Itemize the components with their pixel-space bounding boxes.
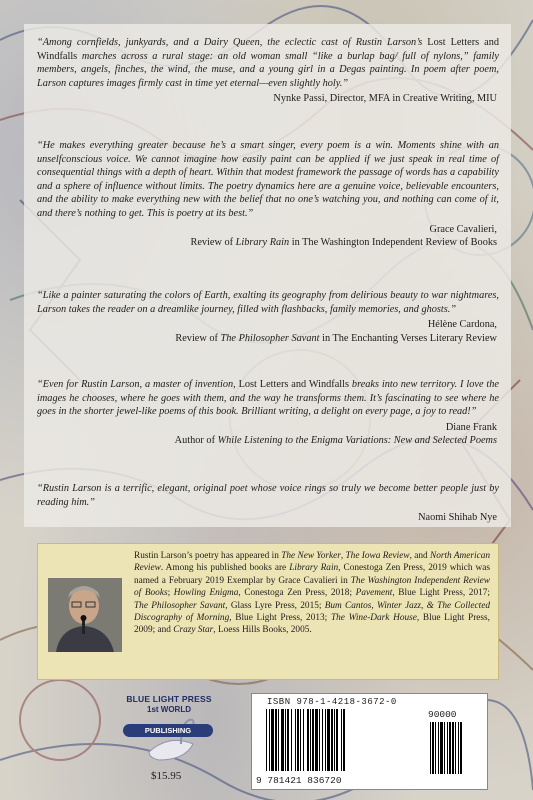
- blurb-5: [37, 482, 499, 525]
- blurb-quote: [37, 36, 499, 90]
- bio-text: Rustin Larson’s poetry has appeared in: [134, 551, 282, 561]
- barcode-bar: [303, 709, 304, 771]
- barcode-bar: [325, 709, 326, 771]
- reviewer-name: Naomi Shihab Nye: [418, 512, 497, 524]
- blurb-quote: [37, 378, 499, 419]
- blurb-attribution: [37, 223, 499, 250]
- barcode-bar: [322, 709, 323, 771]
- quote-text: marches across a rural stage: an old woman small “like a burlap bag/ full of nylons,” family members, angels, finches, the wind, the muse, and a young girl in a Degas painting. In poem after poem, Larson captures images firmly cast in time yet eternal—even slightly holy.”: [37, 50, 499, 89]
- barcode-addon-bar: [455, 722, 456, 774]
- book-title: Pavement: [355, 588, 393, 599]
- quote-text: “Even for Rustin Larson, a master of invention,: [37, 379, 239, 390]
- publication-title: North American Review: [134, 551, 491, 574]
- barcode-bar: [300, 709, 301, 771]
- barcode-bar: [271, 709, 274, 771]
- barcode-bar: [278, 709, 279, 771]
- book-title: Bum Cantos, Winter Jazz, & The Collected Discography of Morning: [134, 600, 490, 624]
- source-text: in The Enchanting Verses Literary Review: [319, 332, 497, 344]
- reviewer-name: Grace Cavalieri,: [429, 223, 497, 235]
- barcode-bar: [343, 709, 345, 771]
- review-source: [37, 332, 499, 346]
- publisher-badge: PUBLISHING: [123, 724, 213, 737]
- bio-text: , Blue Light Press, 2009; and: [134, 613, 490, 636]
- publisher-name: BLUE LIGHT PRESS: [126, 694, 212, 704]
- author-photo: [48, 578, 122, 652]
- barcode-bar: [287, 709, 289, 771]
- book-title: Library Rain: [235, 237, 290, 249]
- barcode-bar: [310, 709, 311, 771]
- blurb-quote: [37, 482, 499, 509]
- barcode-addon-bar: [440, 722, 443, 774]
- blurb-quote: [37, 289, 499, 316]
- blurb-attribution: [37, 421, 499, 448]
- review-source: [37, 236, 499, 250]
- barcode-addon-bar: [452, 722, 454, 774]
- bio-text: . Among his published books are: [160, 563, 290, 574]
- book-title: Library Rain: [289, 563, 339, 574]
- book-title: The Philosopher Savant: [134, 600, 226, 611]
- barcode-bar: [315, 709, 318, 771]
- book-title: Lost Letters and Windfalls: [238, 379, 350, 390]
- publication-title: The Washington Independent Review of Books: [134, 575, 490, 599]
- review-source: [37, 434, 499, 448]
- price-label: $15.95: [151, 770, 182, 782]
- book-title: The Philosopher Savant: [220, 332, 320, 344]
- blurb-attribution: [37, 511, 499, 525]
- quote-text: “Like a painter saturating the colors of Earth, exalting its geography from delirious beauty to war nightmares, Larson takes the reader on a dreamlike journey, filled with flashbacks, family memories, and ghosts.”: [37, 290, 499, 315]
- barcode-bar: [327, 709, 330, 771]
- reviewer-name: Hélène Cardona,: [427, 319, 497, 331]
- barcode-bar: [285, 709, 286, 771]
- barcode-bar: [269, 709, 270, 771]
- book-title: While Listening to the Enigma Variations: New and Selected Poems: [217, 435, 497, 447]
- book-title: Lost Letters and Windfalls: [37, 37, 499, 62]
- book-title: The Wine-Dark House: [330, 613, 417, 624]
- barcode-bar: [275, 709, 277, 771]
- blurb-1: [37, 36, 499, 106]
- bio-text: , Blue Light Press, 2013;: [229, 613, 331, 624]
- publication-title: The New Yorker: [281, 551, 341, 561]
- barcode-bar: [297, 709, 299, 771]
- book-title: Howling Enigma: [173, 588, 239, 599]
- barcode-bar: [336, 709, 338, 771]
- barcode-addon-bar: [438, 722, 439, 774]
- author-bio-box: [37, 543, 499, 680]
- bio-text: , and: [409, 551, 430, 561]
- bio-text: , Glass Lyre Press, 2015;: [225, 600, 325, 611]
- bio-text: ;: [167, 588, 174, 599]
- barcode-bar: [341, 709, 342, 771]
- barcode-bar: [319, 709, 320, 771]
- bio-text: , Conestoga Zen Press, 2019 which was named a February 2019 Exemplar by Grace Cavalieri in: [134, 563, 490, 586]
- barcode-addon-bar: [458, 722, 459, 774]
- blurb-quote: [37, 139, 499, 221]
- blurb-4: [37, 378, 499, 448]
- publisher-logo: [119, 694, 219, 766]
- source-text: in The Washington Independent Review of Books: [289, 237, 497, 249]
- reviewer-name: Diane Frank: [445, 421, 497, 433]
- quote-text: “He makes everything greater because he’s a smart singer, every poem is a win. Moments shine with an unselfconscious voice. We cannot imagine how easily paint can be applied if we just speak in real time of consequential things with a depth of heart. Within that modest framework the passage of words has a capability and a sphere of influence without limits. The poetry dynamics here are a genuine voice, believable encounters, and the ability to make everything new with the belief that no one’s watching you, and nothing can come of it, and there’s nothing to get. This is poetry at its best.”: [37, 140, 499, 219]
- blurb-2: [37, 139, 499, 250]
- barcode-addon-bar: [432, 722, 434, 774]
- bio-text: , Loess Hills Books, 2005.: [213, 625, 312, 636]
- barcode-number: 9 781421 836720: [256, 775, 342, 786]
- barcode-addon-number: 90000: [428, 709, 457, 720]
- blurb-3: [37, 289, 499, 345]
- barcode-bar: [266, 709, 267, 771]
- author-bio-text: [134, 550, 490, 637]
- quote-text: breaks into new territory. I love the images he chooses, where he goes with them, and the way he transforms them. It’s fascinating to see where he goes in the shorter jewel-like poems of this book. Brilliant writing, a delight on every page, a joy to read!”: [37, 379, 499, 418]
- barcode-bar: [312, 709, 314, 771]
- source-text: Author of: [174, 435, 218, 447]
- source-text: Review of: [190, 237, 236, 249]
- barcode-addon-bar: [460, 722, 462, 774]
- publication-title: The Iowa Review: [345, 551, 410, 561]
- source-text: Review of: [175, 332, 221, 344]
- bio-text: ,: [340, 551, 346, 561]
- barcode-addon-bar: [449, 722, 451, 774]
- blurb-attribution: [37, 92, 499, 106]
- barcode-addon-bar: [435, 722, 436, 774]
- barcode-bar: [281, 709, 284, 771]
- bio-text: , Blue Light Press, 2017;: [392, 588, 490, 599]
- barcode-bar: [334, 709, 335, 771]
- blurb-attribution: [37, 318, 499, 345]
- quote-text: “Among cornfields, junkyards, and a Dairy Queen, the eclectic cast of Rustin Larson’s: [37, 37, 428, 48]
- isbn-label: ISBN 978-1-4218-3672-0: [267, 697, 397, 707]
- publisher-subname: 1st WORLD: [147, 705, 191, 714]
- barcode-bar: [307, 709, 309, 771]
- bio-text: , Conestoga Zen Press, 2018;: [238, 588, 356, 599]
- barcode-addon-bar: [430, 722, 431, 774]
- barcode-bar: [291, 709, 292, 771]
- barcode-addon-bar: [444, 722, 445, 774]
- barcode-addon-bar: [447, 722, 448, 774]
- author-portrait-graphic: [48, 578, 122, 652]
- isbn-barcode: [251, 693, 488, 790]
- book-title: Crazy Star: [173, 625, 214, 636]
- barcode-bar: [331, 709, 333, 771]
- barcode-bar: [295, 709, 296, 771]
- quote-text: “Rustin Larson is a terrific, elegant, original poet whose voice rings so truly we become better people just by reading him.”: [37, 483, 499, 508]
- reviewer-name: Nynke Passi, Director, MFA in Creative Writing, MIU: [273, 93, 497, 105]
